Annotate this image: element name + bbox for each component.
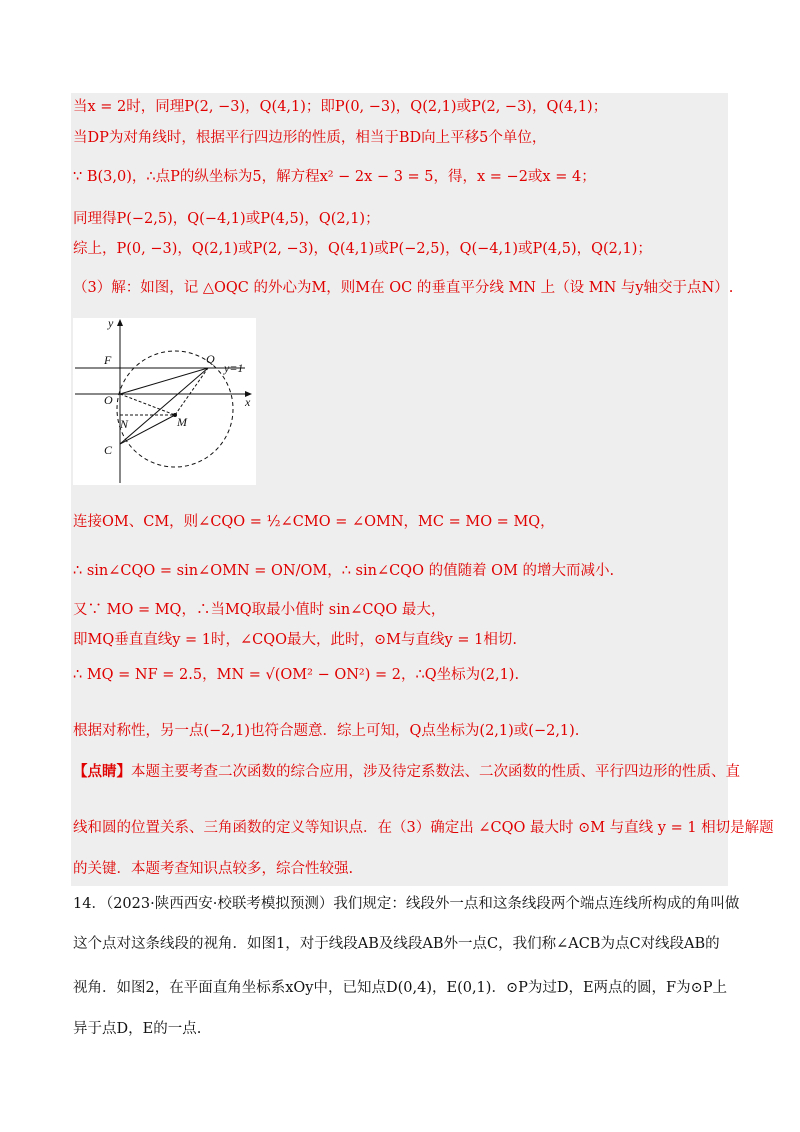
label-M: M	[177, 415, 187, 429]
segment-CM	[120, 415, 175, 444]
solution-line-6: （3）解：如图，记 △OQC 的外心为M，则M在 OC 的垂直平分线 MN 上（设 MN 与y轴交于点N）.	[73, 280, 734, 296]
label-O: O	[104, 393, 113, 407]
problem-14-line-2: 这个点对这条线段的视角．如图1，对于线段AB及线段AB外一点C，我们称∠ACB为点C对线段AB的	[73, 936, 720, 952]
segment-OM	[120, 394, 175, 415]
solution-line-8: ∴ sin∠CQO = sin∠OMN = ON/OM，∴ sin∠CQO 的值随着 OM 的增大而减小.	[73, 563, 615, 579]
solution-line-4: 同理得P(−2,5)，Q(−4,1)或P(4,5)，Q(2,1)；	[73, 211, 380, 227]
solution-line-9: 又∵ MO = MQ，∴当MQ取最小值时 sin∠CQO 最大，	[73, 602, 446, 618]
comment-tag: 【点睛】	[73, 763, 131, 780]
solution-line-2: 当DP为对角线时，根据平行四边形的性质，相当于BD向上平移5个单位，	[73, 130, 547, 146]
solution-line-12: 根据对称性，另一点(−2,1)也符合题意．综上可知，Q点坐标为(2,1)或(−2,1).	[73, 723, 580, 739]
label-Q: Q	[206, 352, 215, 366]
label-x: x	[245, 395, 251, 409]
solution-line-5: 综上，P(0, −3)，Q(2,1)或P(2, −3)，Q(4,1)或P(−2,5)，Q(−4,1)或P(4,5)，Q(2,1)；	[73, 241, 652, 257]
solution-line-11: ∴ MQ = NF = 2.5，MN = √(OM² − ON²) = 2，∴Q坐标为(2,1).	[73, 667, 520, 683]
solution-line-3: ∵ B(3,0)，∴点P的纵坐标为5，解方程x² − 2x − 3 = 5，得，x = −2或x = 4；	[73, 169, 596, 185]
comment-text-1: 本题主要考查二次函数的综合应用，涉及待定系数法、二次函数的性质、平行四边形的性质、直	[131, 764, 740, 780]
label-y: y	[108, 318, 114, 330]
geometry-figure	[73, 318, 256, 485]
label-C: C	[104, 443, 113, 457]
label-F: F	[104, 353, 112, 367]
comment-line-3: 的关键．本题考查知识点较多，综合性较强.	[73, 861, 354, 877]
segment-MQ	[175, 368, 208, 415]
comment-line-2: 线和圆的位置关系、三角函数的定义等知识点．在（3）确定出 ∠CQO 最大时 ⊙M 与直线 y = 1 相切是解题	[73, 820, 774, 836]
solution-line-1: 当x = 2时，同理P(2, −3)，Q(4,1)；即P(0, −3)，Q(2,1)或P(2, −3)，Q(4,1)；	[73, 99, 608, 115]
solution-line-10: 即MQ垂直直线y = 1时，∠CQO最大，此时，⊙M与直线y = 1相切.	[73, 632, 517, 648]
solution-line-7: 连接OM、CM，则∠CQO = ½∠CMO = ∠OMN，MC = MO = MQ，	[73, 514, 555, 530]
segment-OQ	[120, 368, 208, 394]
label-N: N	[120, 417, 129, 431]
comment-line-1	[73, 761, 740, 783]
problem-14-line-1: 14．（2023·陕西西安·校联考模拟预测）我们规定：线段外一点和这条线段两个端点连线所构成的角叫做	[73, 896, 740, 912]
label-y-equals-1: y=1	[224, 361, 244, 375]
problem-14-line-3: 视角．如图2，在平面直角坐标系xOy中，已知点D(0,4)，E(0,1)．⊙P为过D，E两点的圆，F为⊙P上	[73, 980, 728, 996]
problem-14-line-4: 异于点D，E的一点.	[73, 1021, 202, 1037]
circle-diagram	[73, 318, 256, 485]
y-axis-arrow	[117, 319, 123, 326]
segment-CQ	[120, 368, 208, 444]
